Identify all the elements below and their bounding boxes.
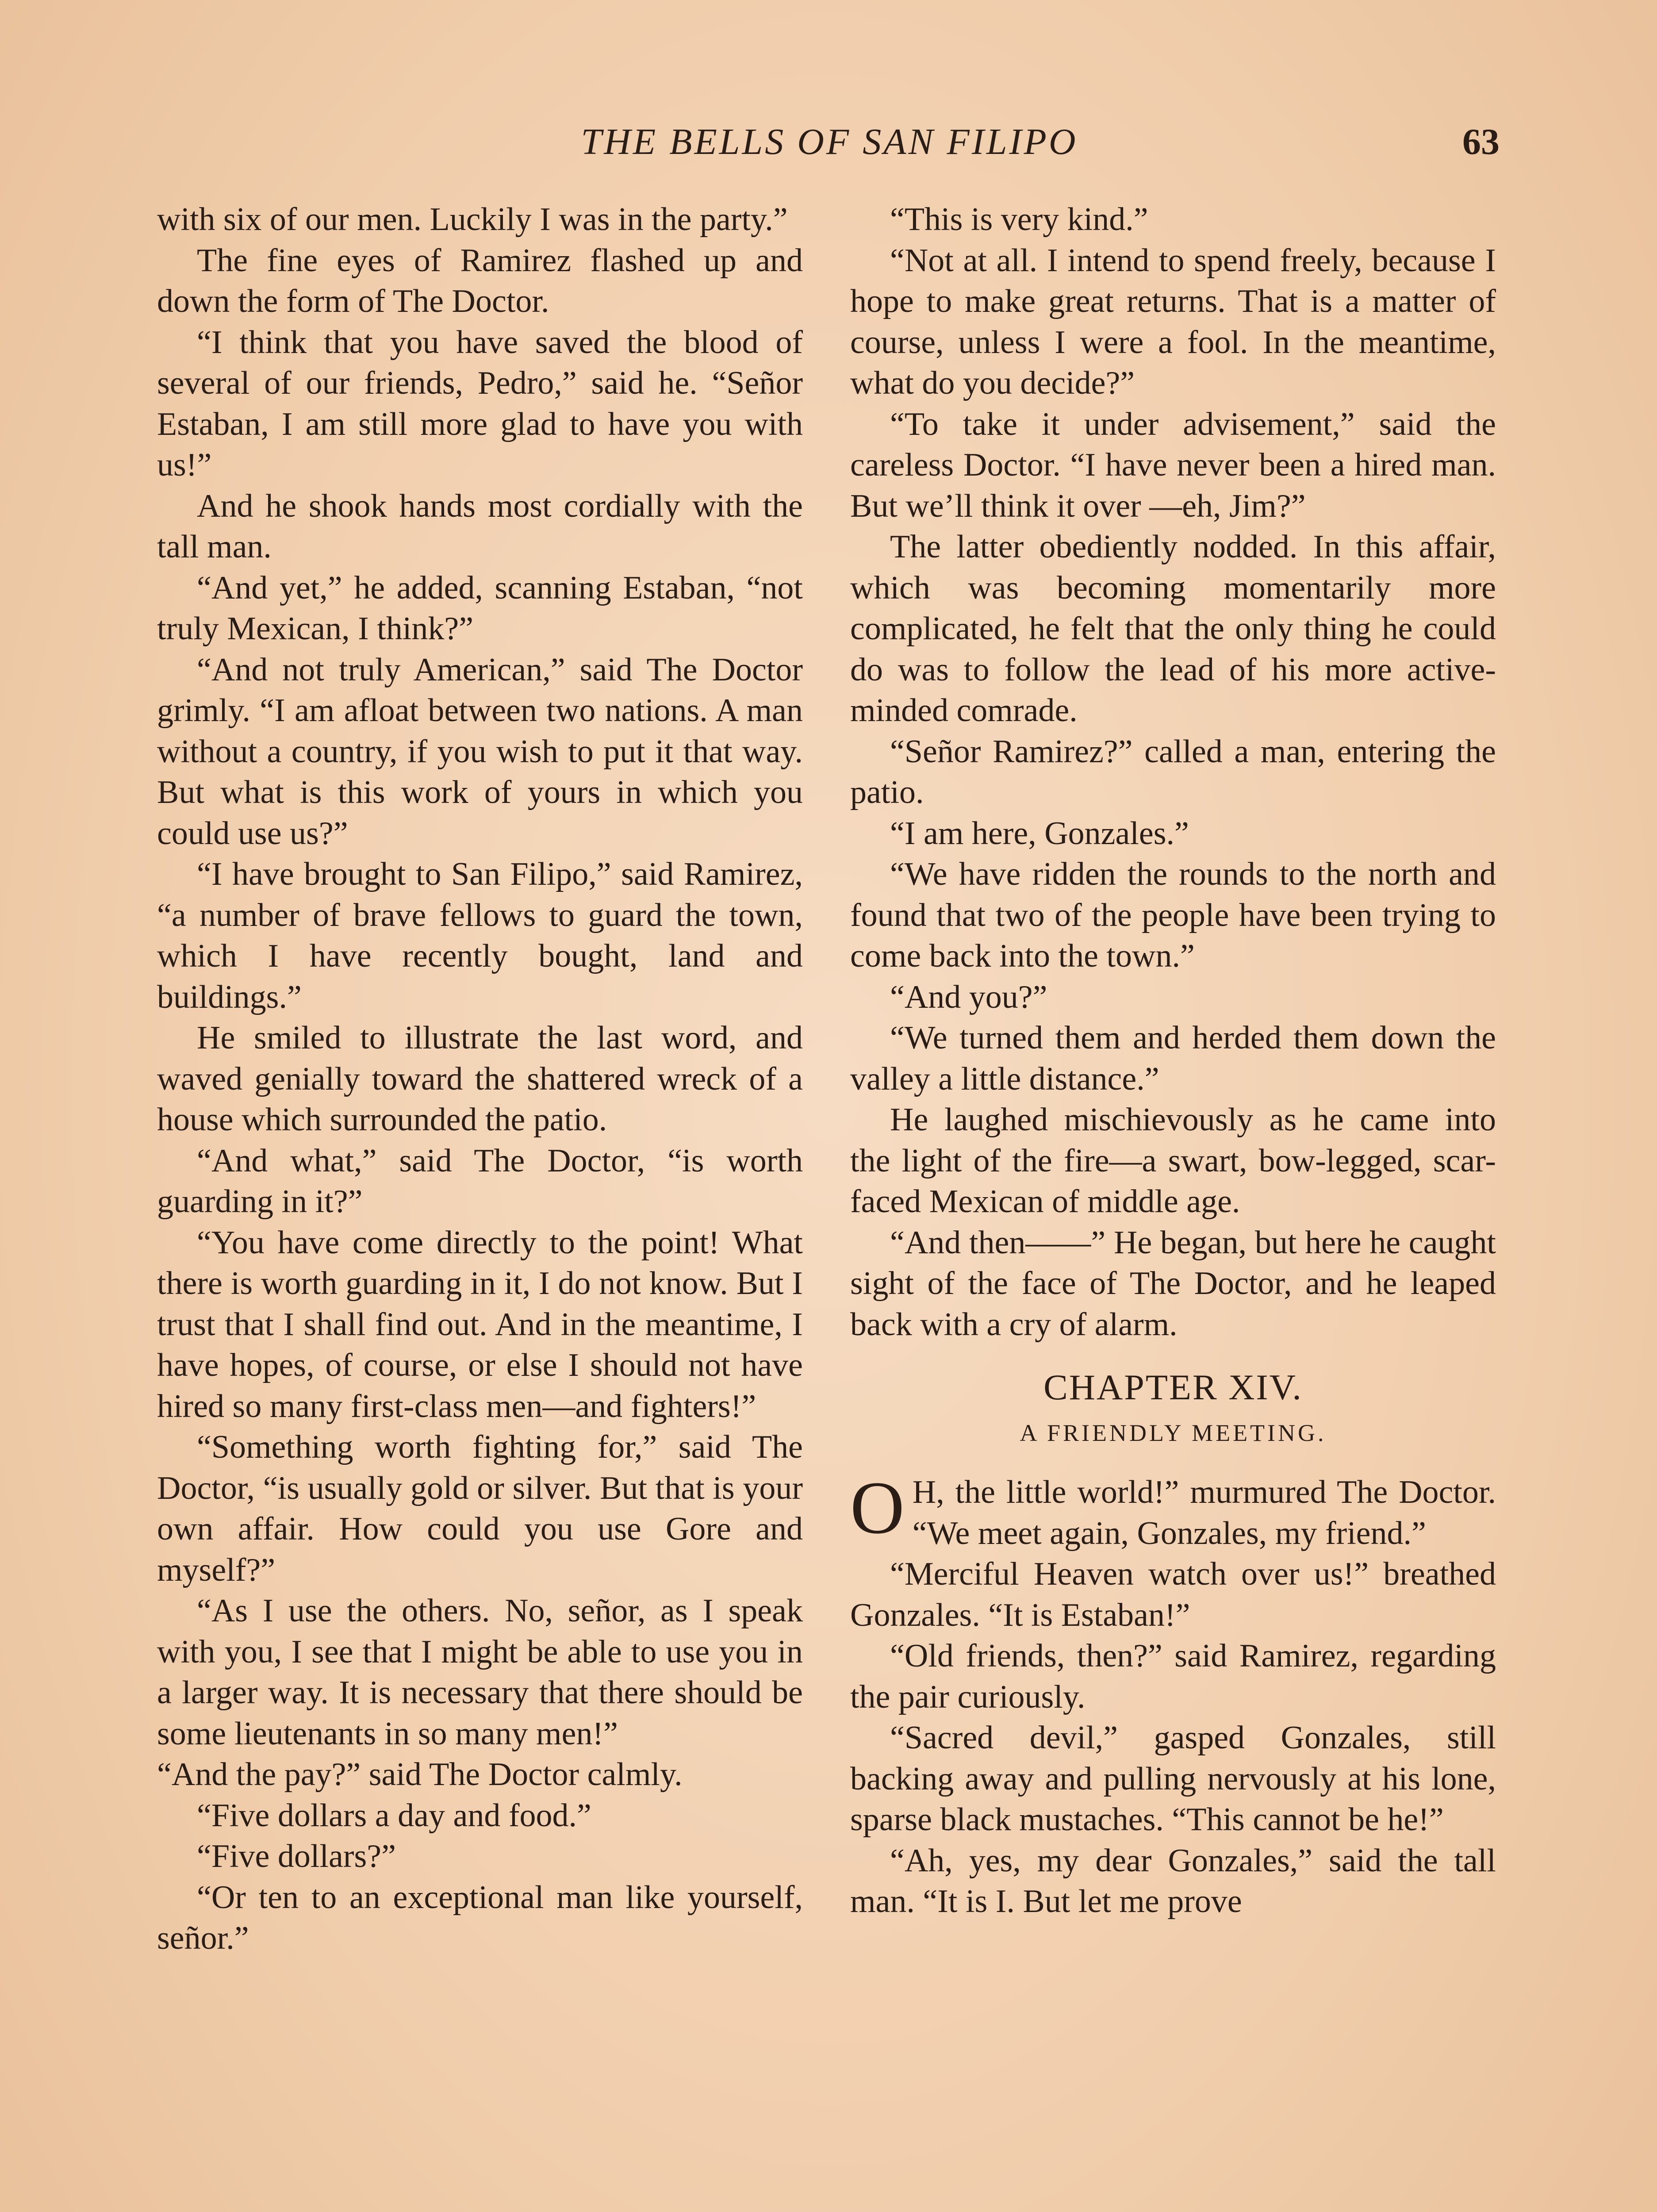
chapter-opening-text: H, the little world!” murmured The Doctor. “We meet again, Gonzales, my friend.”: [912, 1474, 1496, 1551]
paragraph: “And then——” He began, but here he caught sight of the face of The Doctor, and he leaped back with a cry of alarm.: [850, 1224, 1496, 1343]
left-column: [157, 199, 803, 1959]
paragraph: The fine eyes of Ramirez flashed up and down the form of The Doctor.: [157, 242, 803, 319]
paragraph: “Or ten to an exceptional man like yourself, señor.”: [157, 1879, 803, 1956]
paragraph: “You have come directly to the point! What there is worth guarding in it, I do not know. But I trust that I shall find out. And in the meantime, I have hopes, of course, or else I should not have hired so many first-class men—and fighters!”: [157, 1224, 803, 1425]
paragraph: “And the pay?” said The Doctor calmly.: [157, 1756, 683, 1793]
paragraph: “And yet,” he added, scanning Estaban, “not truly Mexican, I think?”: [157, 569, 803, 647]
paragraph: “This is very kind.”: [890, 201, 1148, 238]
paragraph: “Five dollars?”: [197, 1838, 396, 1874]
paragraph: “Merciful Heaven watch over us!” breathed Gonzales. “It is Estaban!”: [850, 1556, 1496, 1633]
paragraph: “I am here, Gonzales.”: [890, 815, 1189, 852]
page-number: 63: [1462, 121, 1500, 162]
running-title: THE BELLS OF SAN FILIPO: [581, 121, 1078, 162]
paragraph: “Sacred devil,” gasped Gonzales, still backing away and pulling nervously at his lone, sparse black mustaches. “This cannot be he!”: [850, 1720, 1496, 1838]
paragraph: “To take it under advisement,” said the careless Doctor. “I have never been a hired man. But we’ll think it over —eh, Jim?”: [850, 406, 1496, 524]
chapter-title: CHAPTER XIV.: [1043, 1367, 1303, 1407]
page-header: [159, 120, 1500, 169]
paragraph: “We have ridden the rounds to the north and found that two of the people have been trying to come back into the town.”: [850, 856, 1496, 974]
paragraph: “Five dollars a day and food.”: [197, 1797, 591, 1834]
paragraph: “I have brought to San Filipo,” said Ramirez, “a number of brave fellows to guard the town, which I have recently bought, land and buildings.”: [157, 856, 803, 1015]
drop-cap: O: [850, 1466, 905, 1549]
paragraph: “Something worth fighting for,” said The Doctor, “is usually gold or silver. But that is your own affair. How could you use Gore and myself?”: [157, 1429, 803, 1588]
chapter-opening-paragraph: [850, 1466, 1496, 1554]
paragraph: with six of our men. Luckily I was in the party.”: [157, 201, 788, 238]
paragraph: “Ah, yes, my dear Gonzales,” said the tall man. “It is I. But let me prove: [850, 1842, 1496, 1920]
paragraph: “We turned them and herded them down the valley a little distance.”: [850, 1020, 1496, 1097]
paragraph: “Not at all. I intend to spend freely, because I hope to make great returns. That is a matter of course, unless I were a fool. In the meantime, what do you decide?”: [850, 242, 1496, 401]
paragraph: He smiled to illustrate the last word, and waved genially toward the shattered wreck of a house which surrounded the patio.: [157, 1020, 803, 1138]
chapter-subtitle: A FRIENDLY MEETING.: [1020, 1419, 1327, 1446]
paragraph: “Señor Ramirez?” called a man, entering the patio.: [850, 733, 1496, 810]
paragraph: “And what,” said The Doctor, “is worth guarding in it?”: [157, 1142, 803, 1220]
paragraph: He laughed mischievously as he came into the light of the fire—a swart, bow-legged, scar-faced Mexican of middle age.: [850, 1102, 1496, 1220]
paragraph: “As I use the others. No, señor, as I speak with you, I see that I might be able to use you in a larger way. It is necessary that there should be some lieutenants in so many men!”: [157, 1593, 803, 1752]
paragraph: And he shook hands most cordially with the tall man.: [157, 488, 803, 565]
paragraph: “And you?”: [890, 979, 1047, 1015]
right-column: [850, 199, 1496, 1922]
paragraph: “I think that you have saved the blood of several of our friends, Pedro,” said he. “Señor Estaban, I am still more glad to have you with us!”: [157, 324, 803, 483]
paragraph: “Old friends, then?” said Ramirez, regarding the pair curiously.: [850, 1638, 1496, 1715]
paragraph: “And not truly American,” said The Doctor grimly. “I am afloat between two nations. A man without a country, if you wish to put it that way. But what is this work of yours in which you could use us?”: [157, 651, 803, 852]
paragraph: The latter obediently nodded. In this affair, which was becoming momentarily more complicated, he felt that the only thing he could do was to follow the lead of his more active-minded comrade.: [850, 529, 1496, 729]
